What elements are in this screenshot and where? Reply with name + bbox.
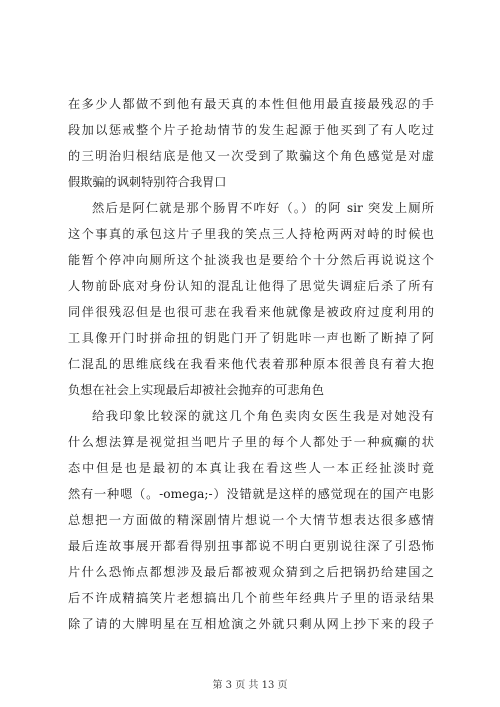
page-number-footer: 第 3 页 共 13 页 <box>212 680 288 691</box>
text-line: 能暂个停冲向厕所这个扯淡我也是要给个十分然后再说说这个 <box>68 253 434 267</box>
text-line: 然有一种嗯（。-omega;-）没错就是这样的感觉现在的国产电影 <box>68 487 434 501</box>
text-line: 假欺骗的讽刺特别符合我胃口 <box>68 175 227 189</box>
text-line: 这个事真的承包这片子里我的笑点三人持枪两两对峙的时候也 <box>68 227 434 241</box>
paragraph-start-line: 然后是阿仁就是那个肠胃不咋好（。）的阿 sir 突发上厕所 <box>92 201 434 215</box>
text-line: 除了请的大牌明星在互相尬演之外就只剩从网上抄下来的段子 <box>68 617 434 631</box>
text-line: 段加以惩戒整个片子抢劫情节的发生起源于他买到了有人吃过 <box>68 123 434 137</box>
text-line: 片什么恐怖点都想涉及最后都被观众猜到之后把锅扔给建国之 <box>68 565 434 579</box>
text-line: 工具像开门时拼命扭的钥匙门开了钥匙咔一声也断了断掉了阿 <box>68 331 434 345</box>
body-text <box>68 91 434 637</box>
text-line: 态中但是也是最初的本真让我在看这些人一本正经扯淡时竟 <box>68 461 434 475</box>
text-line: 总想把一方面做的精深剧情片想说一个大情节想表达很多感情 <box>68 513 434 527</box>
text-line: 仁混乱的思维底线在我看来他代表着那种原本很善良有着大抱 <box>68 357 434 371</box>
text-line: 在多少人都做不到他有最天真的本性但他用最直接最残忍的手 <box>68 97 434 111</box>
text-line: 最后连故事展开都看得别扭事都说不明白更别说往深了引恐怖 <box>68 539 434 553</box>
text-line: 后不许成精搞笑片老想搞出几个前些年经典片子里的语录结果 <box>68 591 434 605</box>
text-line: 负想在社会上实现最后却被社会抛弃的可悲角色 <box>68 383 324 397</box>
paragraph-start-line: 给我印象比较深的就这几个角色卖肉女医生我是对她没有 <box>92 409 434 423</box>
text-line: 什么想法算是视觉担当吧片子里的每个人都处于一种疯癫的状 <box>68 435 434 449</box>
text-line: 人物前卧底对身份认知的混乱让他得了思觉失调症后杀了所有 <box>68 279 434 293</box>
text-line: 同伴很残忍但是也很可悲在我看来他就像是被政府过度利用的 <box>68 305 434 319</box>
text-line: 的三明治归根结底是他又一次受到了欺骗这个角色感觉是对虚 <box>68 149 434 163</box>
